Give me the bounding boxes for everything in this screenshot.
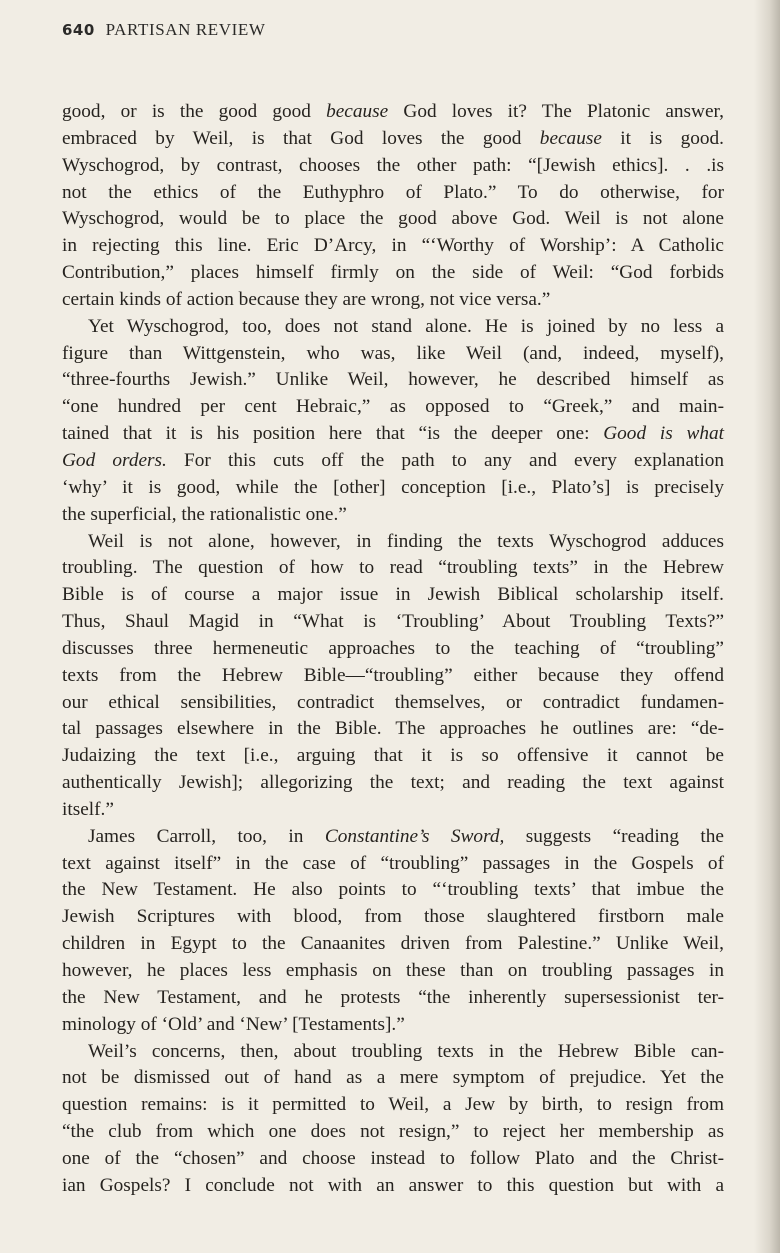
text-run: James Carroll, too, in bbox=[88, 825, 325, 847]
text-line bbox=[62, 99, 724, 126]
text-run: not the ethics of the Euthyphro of Plato.” To do otherwise, for bbox=[62, 181, 724, 203]
text-line bbox=[62, 851, 724, 878]
text-line bbox=[62, 743, 724, 770]
page-number: 640 bbox=[62, 21, 95, 39]
text-run: tained that it is his position here that “is the deeper one: bbox=[62, 423, 604, 445]
text-run: Weil’s concerns, then, about troubling texts in the Hebrew Bible can- bbox=[88, 1040, 724, 1062]
text-line bbox=[62, 1065, 724, 1092]
text-run: suggests “reading the bbox=[504, 825, 724, 847]
italic-text: Constantine’s Sword, bbox=[324, 825, 505, 847]
text-run: itself.” bbox=[62, 798, 114, 820]
paragraph bbox=[62, 314, 724, 529]
paragraph bbox=[62, 99, 724, 314]
text-line bbox=[62, 260, 724, 287]
paragraph bbox=[62, 529, 724, 824]
text-line bbox=[62, 716, 724, 743]
italic-text: because bbox=[326, 101, 389, 122]
text-run: certain kinds of action because they are wrong, not vice versa.” bbox=[62, 288, 551, 310]
text-line bbox=[62, 206, 724, 233]
text-run: troubling. The question of how to read “troubling texts” in the Hebrew bbox=[62, 557, 724, 579]
text-run: it is good. bbox=[601, 127, 724, 149]
text-run: ian Gospels? I conclude not with an answer to this question but with a bbox=[62, 1174, 724, 1196]
text-run: “one hundred per cent Hebraic,” as opposed to “Greek,” and main- bbox=[62, 396, 724, 418]
text-run: our ethical sensibilities, contradict themselves, or contradict fundamen- bbox=[62, 691, 724, 713]
text-run: minology of ‘Old’ and ‘New’ [Testaments].” bbox=[62, 1013, 405, 1035]
italic-text: Good is what bbox=[603, 423, 724, 445]
text-run: Wyschogrod, would be to place the good above God. Weil is not alone bbox=[62, 208, 724, 230]
text-line bbox=[62, 153, 724, 180]
text-run: texts from the Hebrew Bible—“troubling” either because they offend bbox=[62, 664, 724, 686]
text-run: authentically Jewish]; allegorizing the text; and reading the text against bbox=[62, 772, 724, 794]
text-line bbox=[62, 233, 724, 260]
text-line bbox=[62, 314, 724, 341]
text-line bbox=[62, 502, 724, 529]
text-line bbox=[62, 421, 724, 448]
text-line bbox=[62, 1146, 724, 1173]
text-run: Jewish Scriptures with blood, from those slaughtered firstborn male bbox=[62, 906, 724, 928]
text-line bbox=[62, 1012, 724, 1039]
text-line bbox=[62, 797, 724, 824]
text-run: tal passages elsewhere in the Bible. The approaches he outlines are: “de- bbox=[62, 718, 724, 740]
text-run: question remains: is it permitted to Weil, a Jew by birth, to resign from bbox=[62, 1094, 724, 1116]
text-run: Wyschogrod, by contrast, chooses the other path: “[Jewish ethics]. . .is bbox=[62, 154, 724, 176]
text-line bbox=[62, 287, 724, 314]
text-run: Thus, Shaul Magid in “What is ‘Troubling’ About Troubling Texts?” bbox=[62, 611, 724, 633]
italic-text: because bbox=[539, 127, 602, 149]
text-run: “three-fourths Jewish.” Unlike Weil, however, he described himself as bbox=[62, 369, 724, 391]
text-line bbox=[62, 448, 724, 475]
italic-text: God orders. bbox=[62, 449, 167, 471]
text-line bbox=[62, 1119, 724, 1146]
text-run: discusses three hermeneutic approaches to the teaching of “troubling” bbox=[62, 637, 724, 659]
text-run: embraced by Weil, is that God loves the good bbox=[62, 127, 540, 149]
text-line bbox=[62, 770, 724, 797]
text-run: figure than Wittgenstein, who was, like Weil (and, indeed, myself), bbox=[62, 342, 724, 364]
text-run: however, he places less emphasis on these than on troubling passages in bbox=[62, 960, 724, 981]
text-run: Judaizing the text [i.e., arguing that it is so offensive it cannot be bbox=[62, 745, 724, 767]
journal-title: PARTISAN REVIEW bbox=[105, 20, 266, 39]
text-line bbox=[62, 690, 724, 717]
text-line bbox=[62, 877, 724, 904]
text-line bbox=[62, 636, 724, 663]
text-run: “the club from which one does not resign,” to reject her membership as bbox=[62, 1121, 724, 1143]
text-run: the New Testament, and he protests “the inherently supersessionist ter- bbox=[62, 986, 724, 1008]
text-line bbox=[62, 958, 724, 985]
text-run: Weil is not alone, however, in finding the texts Wyschogrod adduces bbox=[88, 530, 724, 552]
text-run: not be dismissed out of hand as a mere symptom of prejudice. Yet the bbox=[62, 1067, 724, 1089]
text-run: Contribution,” places himself firmly on the side of Weil: “God forbids bbox=[62, 262, 724, 284]
paragraph bbox=[62, 824, 724, 1039]
text-line bbox=[62, 394, 724, 421]
paragraph bbox=[62, 1039, 724, 1200]
text-line bbox=[62, 180, 724, 207]
text-line bbox=[62, 824, 724, 851]
text-run: Yet Wyschogrod, too, does not stand alone. He is joined by no less a bbox=[88, 315, 724, 337]
text-line bbox=[62, 985, 724, 1012]
text-run: ‘why’ it is good, while the [other] conception [i.e., Plato’s] is precisely bbox=[62, 476, 724, 498]
text-line bbox=[62, 475, 724, 502]
text-line bbox=[62, 1173, 724, 1200]
running-head bbox=[62, 20, 266, 40]
text-line bbox=[62, 1092, 724, 1119]
text-run: text against itself” in the case of “troubling” passages in the Gospels of bbox=[62, 852, 724, 874]
text-line bbox=[62, 582, 724, 609]
text-line bbox=[62, 904, 724, 931]
text-line bbox=[62, 367, 724, 394]
page-edge-shadow bbox=[754, 0, 780, 1253]
text-run: one of the “chosen” and choose instead to follow Plato and the Christ- bbox=[62, 1147, 724, 1169]
text-line bbox=[62, 1039, 724, 1066]
text-run: in rejecting this line. Eric D’Arcy, in “‘Worthy of Worship’: A Catholic bbox=[62, 235, 724, 257]
text-run: Bible is of course a major issue in Jewish Biblical scholarship itself. bbox=[62, 584, 724, 606]
text-line bbox=[62, 609, 724, 636]
text-run: the New Testament. He also points to “‘troubling texts’ that imbue the bbox=[62, 879, 724, 901]
text-run: the superficial, the rationalistic one.” bbox=[62, 503, 347, 525]
text-line bbox=[62, 126, 724, 153]
text-run: children in Egypt to the Canaanites driven from Palestine.” Unlike Weil, bbox=[62, 933, 724, 955]
text-line bbox=[62, 931, 724, 958]
body-text bbox=[62, 99, 724, 1200]
text-run: God loves it? The Platonic answer, bbox=[388, 101, 724, 122]
text-line bbox=[62, 529, 724, 556]
text-line bbox=[62, 555, 724, 582]
text-line bbox=[62, 341, 724, 368]
text-run: For this cuts off the path to any and every explanation bbox=[166, 449, 724, 471]
text-line bbox=[62, 663, 724, 690]
text-run: good, or is the good good bbox=[62, 101, 327, 122]
